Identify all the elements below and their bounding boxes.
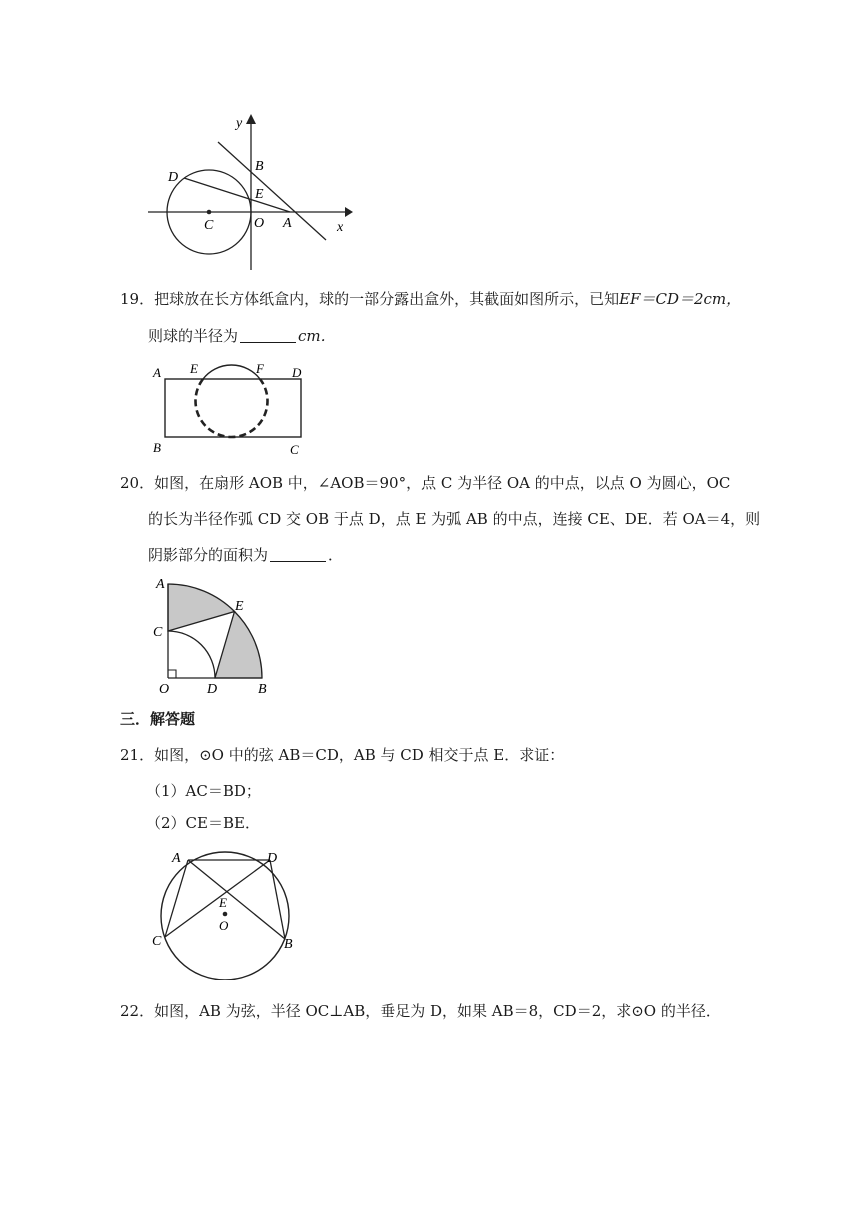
label-O: O xyxy=(254,216,265,231)
q19-text: 把球放在长方体纸盒内，球的一部分露出盒外，其截面如图所示，已知 xyxy=(154,290,620,308)
q20-line3 xyxy=(148,544,343,565)
q20-number: 20． xyxy=(120,474,155,492)
q20-question: 阴影部分的面积为 xyxy=(148,546,269,564)
q21-label-B: B xyxy=(284,937,293,952)
figure-q19 xyxy=(148,355,318,460)
q19-answer-blank xyxy=(240,328,296,343)
q22-stem xyxy=(120,1000,721,1021)
q20-label-D: D xyxy=(207,682,218,697)
figure-q18 xyxy=(140,110,360,275)
q20-label-O: O xyxy=(159,682,170,697)
q21-label-E: E xyxy=(219,895,227,910)
figure-q21 xyxy=(150,845,300,980)
q19-given: EF＝CD＝2cm， xyxy=(619,290,742,308)
label-C: C xyxy=(204,218,214,233)
q21-part1: （1）AC＝BD； xyxy=(146,782,261,800)
q19-label-B: B xyxy=(153,440,161,455)
q20-label-C: C xyxy=(153,625,163,640)
q19-question: 则球的半径为 xyxy=(148,327,239,345)
q20-label-A: A xyxy=(156,577,165,592)
q21-label-D: D xyxy=(267,851,278,866)
q21-number: 21． xyxy=(120,746,155,764)
q20-label-E: E xyxy=(235,599,244,614)
q20-text-1: 如图，在扇形 AOB 中，∠AOB＝90°，点 C 为半径 OA 的中点，以点 O 为圆心，OC xyxy=(154,474,731,492)
q20-line1 xyxy=(120,472,730,493)
q22-number: 22． xyxy=(120,1002,155,1020)
q19-number: 19． xyxy=(120,290,155,308)
q21-stem xyxy=(120,744,564,765)
label-y: y xyxy=(236,116,243,131)
q19-label-F: F xyxy=(256,361,264,376)
label-x: x xyxy=(337,220,344,235)
figure-q20 xyxy=(150,572,280,697)
q20-answer-blank xyxy=(270,547,326,562)
label-E: E xyxy=(255,187,264,202)
q19-line1 xyxy=(120,288,741,309)
q21-text: 如图，⊙O 中的弦 AB＝CD，AB 与 CD 相交于点 E．求证： xyxy=(154,746,565,764)
q20-line2 xyxy=(148,508,760,529)
q19-unit: cm． xyxy=(298,327,336,345)
q19-label-D: D xyxy=(292,365,302,380)
q20-label-B: B xyxy=(258,682,267,697)
q22-text: 如图，AB 为弦，半径 OC⊥AB，垂足为 D，如果 AB＝8，CD＝2，求⊙O 的半径． xyxy=(154,1002,721,1020)
q21-part2: （2）CE＝BE． xyxy=(146,814,260,832)
label-D: D xyxy=(168,170,179,185)
q19-label-C: C xyxy=(290,442,299,457)
label-A: A xyxy=(283,216,292,231)
q20-text-2: 的长为半径作弧 CD 交 OB 于点 D，点 E 为弧 AB 的中点，连接 CE、DE．若 OA＝4，则 xyxy=(148,510,761,528)
q21-label-A: A xyxy=(172,851,181,866)
q19-label-E: E xyxy=(190,361,198,376)
q21-label-C: C xyxy=(152,934,162,949)
q19-label-A: A xyxy=(153,365,161,380)
q20-end: ． xyxy=(328,546,344,564)
q21-label-O: O xyxy=(219,918,229,933)
section-title: 三．解答题 xyxy=(120,710,196,728)
q19-line2 xyxy=(148,325,336,346)
label-B: B xyxy=(255,159,264,174)
